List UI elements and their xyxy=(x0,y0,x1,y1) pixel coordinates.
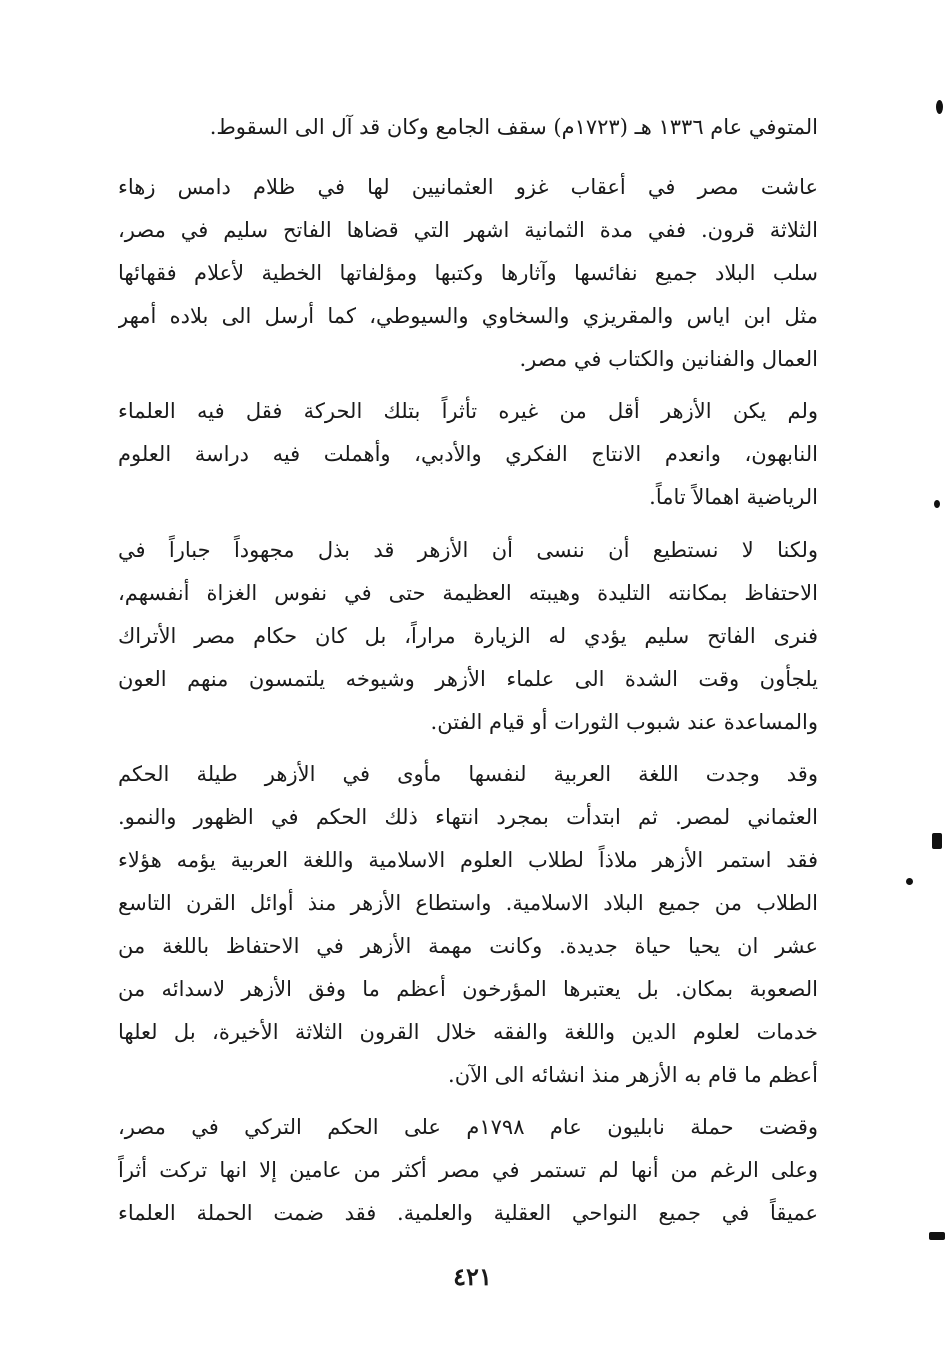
paragraph-3 xyxy=(118,396,818,525)
scan-mark xyxy=(906,878,913,885)
text-line: مثل ابن اياس والمقريزي والسخاوي والسيوطي، كما أرسل الى بلاده أمهر xyxy=(118,304,818,328)
text-line: أعظم ما قام به الأزهر منذ انشائه الى الآن. xyxy=(448,1063,818,1087)
paragraph-2 xyxy=(118,172,818,387)
scan-mark xyxy=(932,833,942,849)
text-line: النابهون، وانعدم الانتاج الفكري والأدبي، وأهملت فيه دراسة العلوم xyxy=(118,442,818,466)
paragraph-5 xyxy=(118,759,818,1103)
text-line: المتوفي عام ١٣٣٦ هـ (١٧٢٣م) سقف الجامع وكان قد آل الى السقوط. xyxy=(209,115,818,139)
text-line: يلجأون وقت الشدة الى علماء الأزهر وشيوخه يلتمسون منهم العون xyxy=(118,667,818,691)
text-line: سلب البلاد جميع نفائسها وآثارها وكتبها ومؤلفاتها الخطية لأعلام فقهائها xyxy=(118,261,818,285)
text-line: فقد استمر الأزهر ملاذاً لطلاب العلوم الاسلامية واللغة العربية يؤمه هؤلاء xyxy=(118,848,818,872)
text-line: الرياضية اهمالاً تاماً. xyxy=(649,485,818,509)
text-line: الثلاثة قرون. ففي مدة الثمانية اشهر التي قضاها الفاتح سليم في مصر، xyxy=(118,218,818,242)
text-line: الطلاب من جميع البلاد الاسلامية. واستطاع الأزهر منذ أوائل القرن التاسع xyxy=(118,891,818,915)
text-line: وعلى الرغم من أنها لم تستمر في مصر أكثر من عامين إلا انها تركت أثراً xyxy=(118,1158,818,1182)
paragraph-1 xyxy=(118,112,818,155)
text-line: عشر ان يحيا حياة جديدة. وكانت مهمة الأزهر في الاحتفاظ باللغة من xyxy=(118,934,818,958)
text-line: ولم يكن الأزهر أقل من غيره تأثراً بتلك الحركة فقل فيه العلماء xyxy=(118,399,818,423)
text-line: عميقاً في جميع النواحي العقلية والعلمية. فقد ضمت الحملة العلماء xyxy=(118,1201,818,1225)
text-line: والمساعدة عند شبوب الثورات أو قيام الفتن. xyxy=(430,710,818,734)
text-line: وقد وجدت اللغة العربية لنفسها مأوى في الأزهر طيلة الحكم xyxy=(118,762,818,786)
scan-mark xyxy=(929,1232,945,1240)
scan-mark xyxy=(934,500,940,508)
text-line: ولكنا لا نستطيع أن ننسى أن الأزهر قد بذل مجهوداً جباراً في xyxy=(118,538,818,562)
text-line: العثماني لمصر. ثم ابتدأت بمجرد انتهاء ذلك الحكم في الظهور والنمو. xyxy=(118,805,818,829)
text-line: الاحتفاظ بمكانته التليدة وهيبته العظيمة حتى في نفوس الغزاة أنفسهم، xyxy=(118,581,818,605)
text-line: الصعوبة بمكان. بل يعتبرها المؤرخون أعظم ما وفق الأزهر لاسدائه من xyxy=(118,977,818,1001)
paragraph-6 xyxy=(118,1112,818,1241)
paragraph-4 xyxy=(118,535,818,750)
scan-mark xyxy=(936,100,943,114)
text-line: فنرى الفاتح سليم يؤدي له الزيارة مراراً، بل كان حكام مصر الأتراك xyxy=(118,624,818,648)
text-line: خدمات لعلوم الدين واللغة والفقه خلال القرون الثلاثة الأخيرة، بل لعلها xyxy=(118,1020,818,1044)
page-number: ٤٢١ xyxy=(453,1262,492,1291)
text-line: عاشت مصر في أعقاب غزو العثمانيين لها في ظلام دامس زهاء xyxy=(118,175,818,199)
text-line: وقضت حملة نابليون عام ١٧٩٨م على الحكم التركي في مصر، xyxy=(118,1115,818,1139)
text-line: العمال والفنانين والكتاب في مصر. xyxy=(519,347,818,371)
